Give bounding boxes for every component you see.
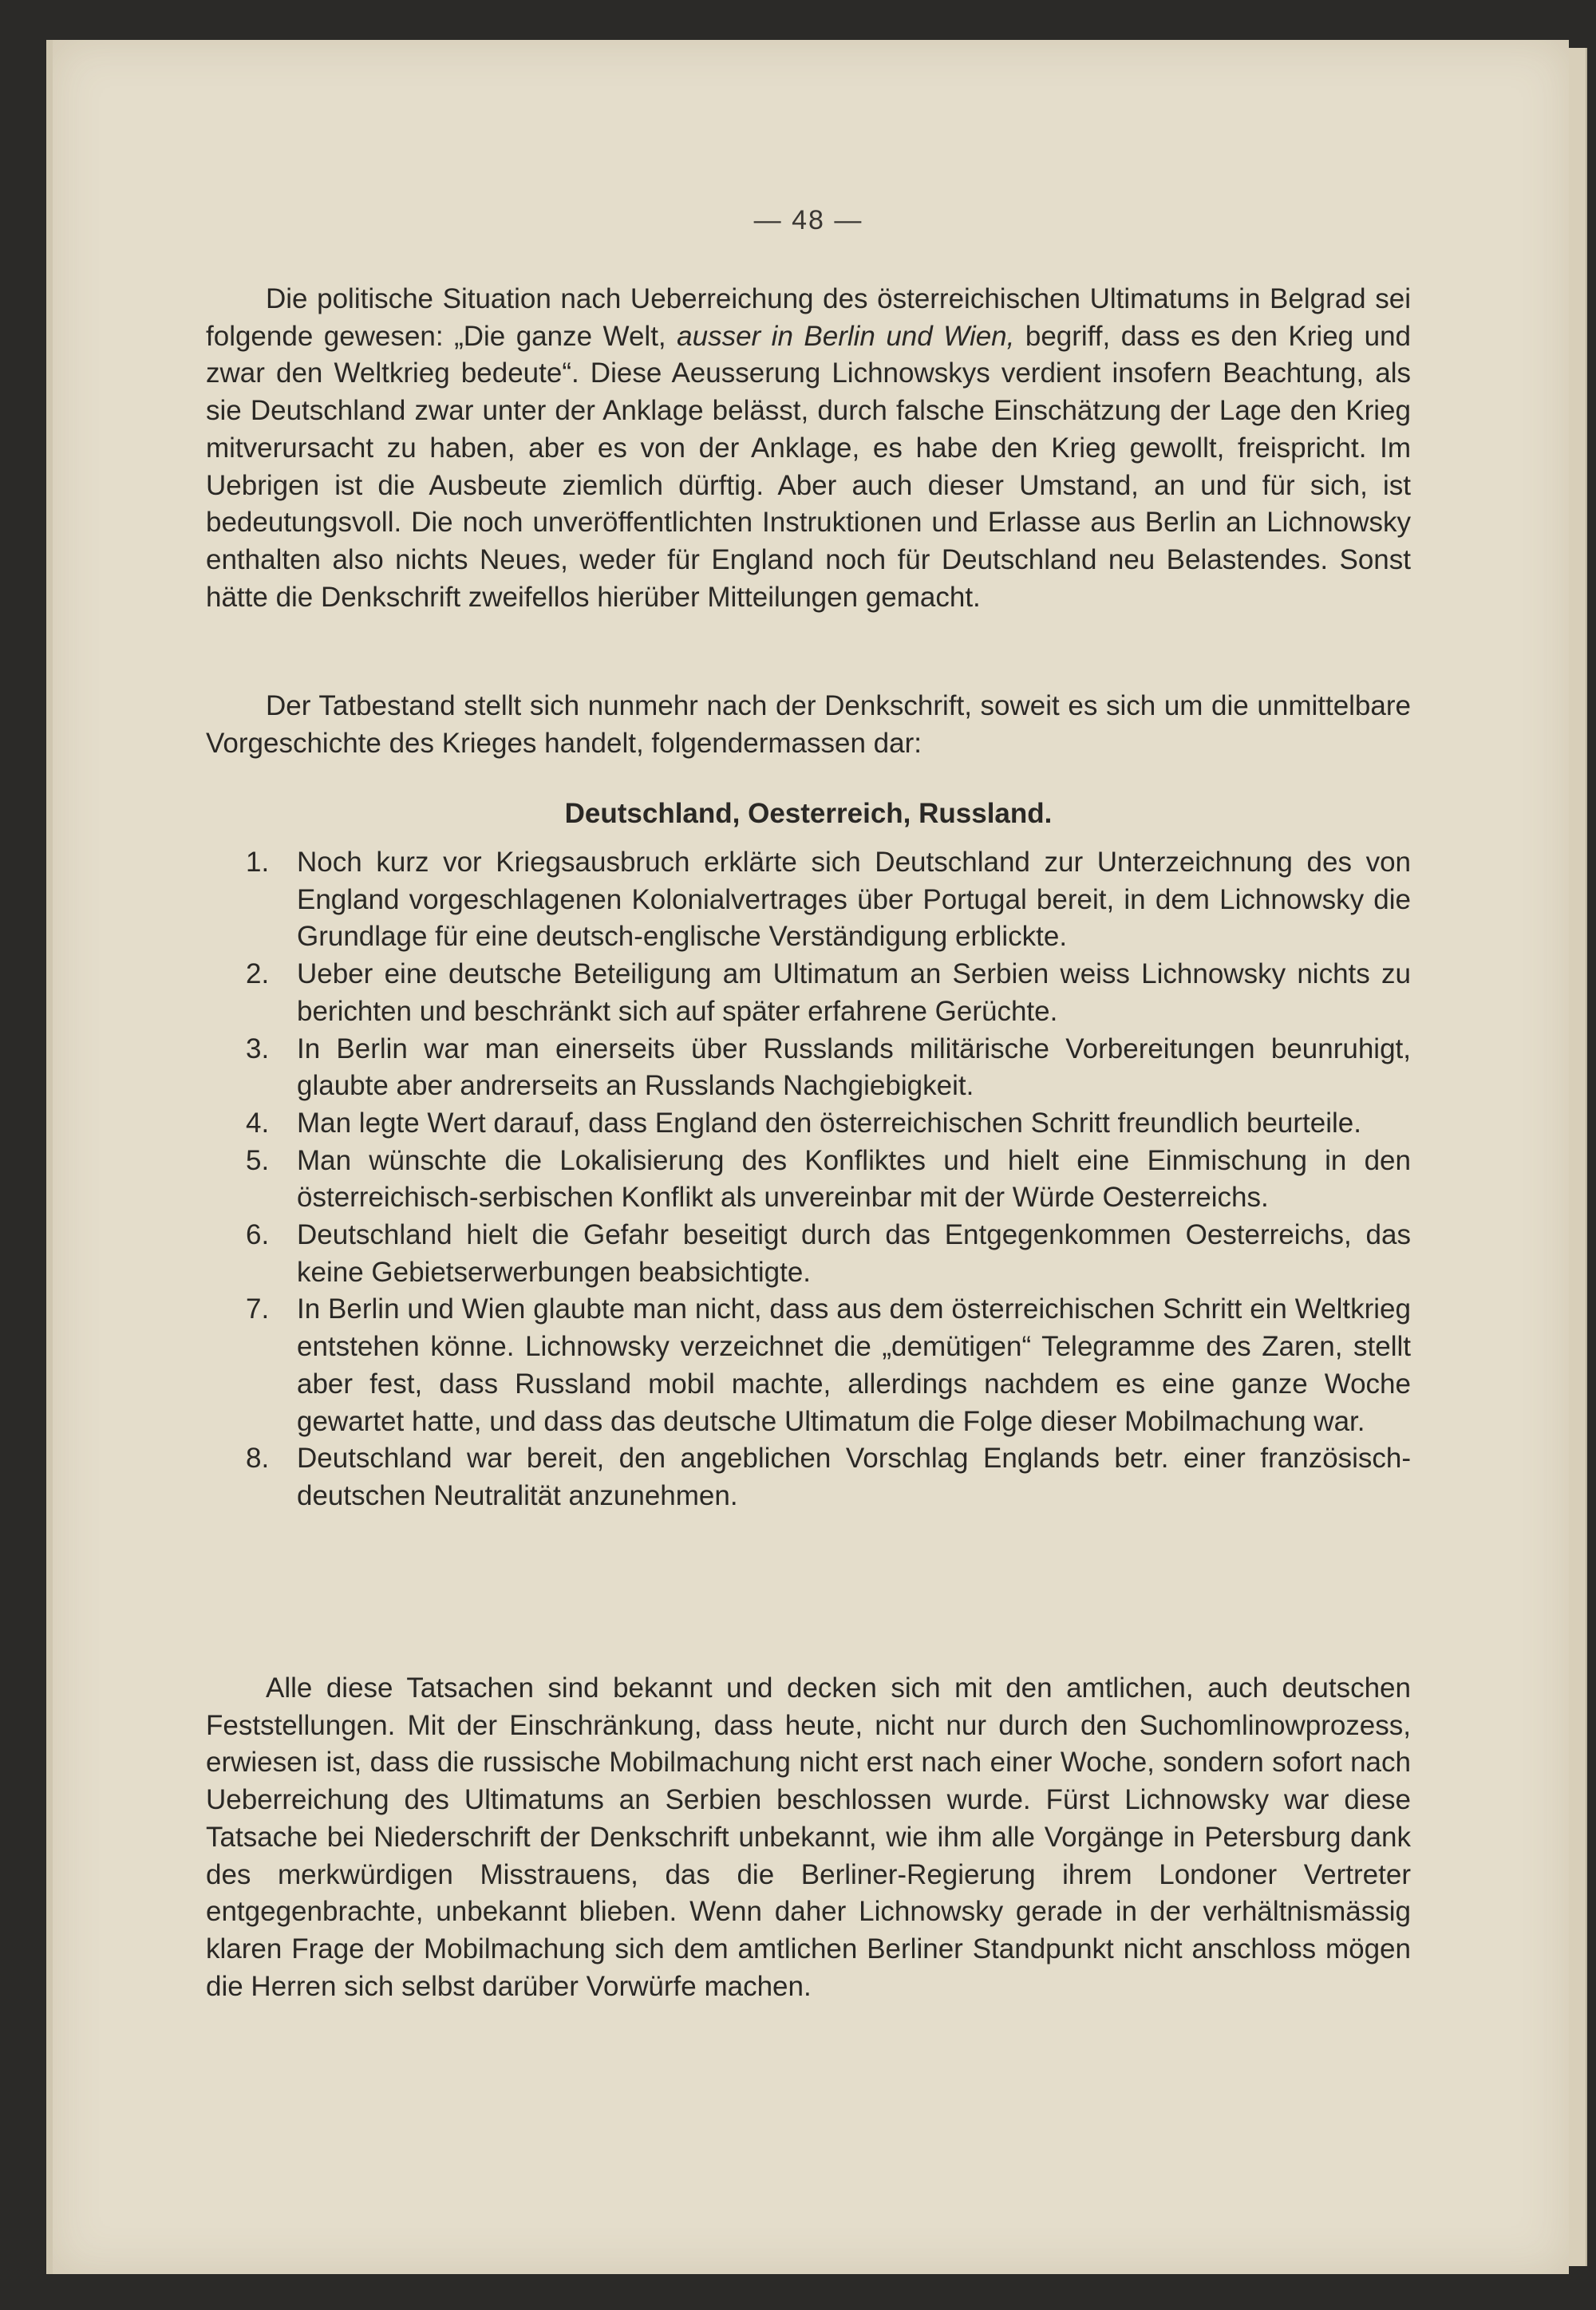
list-item [206, 844, 1411, 956]
list-item-text: In Berlin war man einerseits über Russlands militärische Vorbereitungen beunruhigt, glaubte aber andrerseits an Russlands Nachgiebigkeit. [297, 1033, 1411, 1102]
section-heading: Deutschland, Oesterreich, Russland. [564, 798, 1053, 829]
list-item-text: Man wünschte die Lokalisierung des Konfliktes und hielt eine Einmischung in den österreichisch-serbischen Konflikt als unvereinbar mit der Würde Oesterreichs. [297, 1144, 1411, 1214]
paragraph-text: begriff, dass es den Krieg und zwar den Weltkrieg bedeute“. Diese Aeusserung Lichnowskys verdient insofern Beachtung, als sie Deutschland zwar unter der Anklage belässt, durch falsche Einschätzung der Lage den Krieg mitverursacht zu haben, aber es von der Anklage, es habe den Krieg gewollt, freispricht. Im Uebrigen ist die Ausbeute ziemlich dürftig. Aber auch dieser Umstand, an und für sich, ist bedeutungsvoll. Die noch unveröffentlichten Instruktionen und Erlasse aus Berlin an Lichnowsky enthalten also nichts Neues, weder für England noch für Deutschland neu Belastendes. Sonst hätte die Denkschrift zweifellos hierüber Mitteilungen gemacht. [206, 320, 1411, 613]
list-item [206, 1143, 1411, 1217]
list-item [206, 1105, 1411, 1143]
list-item [206, 1291, 1411, 1440]
paragraph-conclusion: Alle diese Tatsachen sind bekannt und decken sich mit den amtlichen, auch deutschen Feststellungen. Mit der Einschränkung, dass heute, nicht nur durch den Suchomlinowprozess, erwiesen ist, dass die russische Mobilmachung nicht erst nach einer Woche, sondern sofort nach Ueberreichung des Ultimatums an Serbien beschlossen wurde. Fürst Lichnowsky war diese Tatsache bei Niederschrift der Denkschrift unbekannt, wie ihm alle Vorgänge in Petersburg dank des merkwürdigen Misstrauens, das die Berliner-Regierung ihrem Londoner Vertreter entgegenbrachte, unbekannt blieben. Wenn daher Lichnowsky gerade in der verhältnismässig klaren Frage der Mobilmachung sich dem amtlichen Berliner Standpunkt nicht anschloss mögen die Herren sich selbst darüber Vorwürfe machen. [206, 1672, 1411, 2002]
numbered-points [206, 844, 1411, 1515]
paragraph-text: Die politische Situation nach Ueberreichung des österreichischen Ultimatums in Belgrad sei folgende gewesen: „Die ganze Welt, [206, 283, 1411, 352]
paragraph-facts-intro: Der Tatbestand stellt sich nunmehr nach der Denkschrift, soweit es sich um die unmittelbare Vorgeschichte des Krieges handelt, folgendermassen dar: [206, 690, 1411, 759]
adjacent-page-edge [1566, 48, 1587, 2266]
italic-phrase: ausser in Berlin und Wien, [677, 320, 1015, 352]
list-item-text: Noch kurz vor Kriegsausbruch erklärte sich Deutschland zur Unterzeichnung des von England vorgeschlagenen Kolonialvertrages über Portugal bereit, in dem Lichnowsky die Grundlage für eine deutsch-englische Verständigung erblickte. [297, 847, 1411, 953]
list-item [206, 1217, 1411, 1291]
list-item-number: 1. [246, 847, 270, 878]
list-item [206, 956, 1411, 1030]
list-item [206, 1031, 1411, 1105]
list-item [206, 1440, 1411, 1514]
list-item-text: In Berlin und Wien glaubte man nicht, dass aus dem österreichischen Schritt ein Weltkrieg entstehen könne. Lichnowsky verzeichnet die „demütigen“ Telegramme des Zaren, stellt aber fest, dass Russland mobil machte, allerdings nachdem es eine ganze Woche gewartet hatte, und dass das deutsche Ultimatum die Folge dieser Mobilmachung war. [297, 1293, 1411, 1437]
list-item-number: 8. [246, 1443, 270, 1475]
list-item-text: Man legte Wert darauf, dass England den österreichischen Schritt freundlich beurteile. [297, 1107, 1361, 1139]
list-item-number: 6. [246, 1219, 270, 1251]
list-item-text: Ueber eine deutsche Beteiligung am Ultimatum an Serbien weiss Lichnowsky nichts zu berichten und beschränkt sich auf später erfahrene Gerüchte. [297, 958, 1411, 1027]
page-number: — 48 — [753, 205, 863, 235]
list-item-number: 2. [246, 958, 270, 990]
list-item-number: 3. [246, 1033, 270, 1064]
list-item-text: Deutschland war bereit, den angeblichen Vorschlag Englands betr. einer französisch-deutschen Neutralität anzunehmen. [297, 1443, 1411, 1511]
list-item-number: 4. [246, 1107, 270, 1139]
list-item-number: 5. [246, 1144, 270, 1176]
list-item-number: 7. [246, 1293, 270, 1325]
list-item-text: Deutschland hielt die Gefahr beseitigt durch das Entgegenkommen Oesterreichs, das keine Gebietserwerbungen beabsichtigte. [297, 1219, 1411, 1288]
paragraph-political-situation [206, 281, 1411, 616]
